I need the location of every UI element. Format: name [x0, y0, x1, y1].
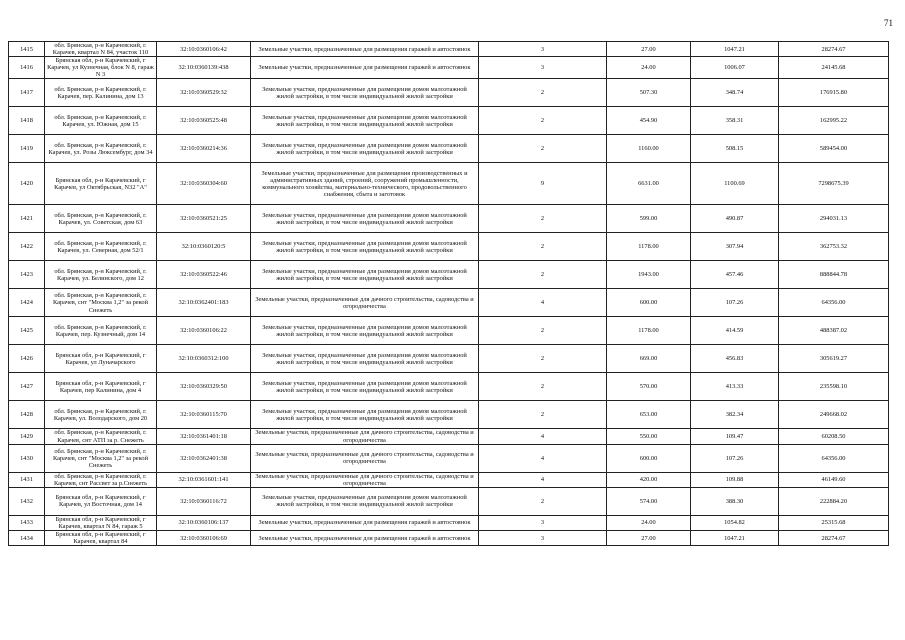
land-purpose-cell: Земельные участки, предназначенные для размещения гаражей и автостоянок: [251, 57, 479, 79]
category-cell: 4: [479, 429, 607, 444]
table-row: [9, 317, 889, 345]
rate-cell: 1054.82: [691, 515, 779, 530]
land-purpose-cell: Земельные участки, предназначенные для размещения домов малоэтажной жилой застройки, в том числе индивидуальной жилой застройки: [251, 205, 479, 233]
cadastral-number-cell: 32:10:0362401:183: [157, 289, 251, 317]
land-purpose-cell: Земельные участки, предназначенные для размещения домов малоэтажной жилой застройки, в том числе индивидуальной жилой застройки: [251, 79, 479, 107]
table-row: [9, 345, 889, 373]
cadastral-cost-cell: 46149.60: [779, 472, 889, 487]
area-cell: 27.00: [607, 42, 691, 57]
land-purpose-cell: Земельные участки, предназначенные для дачного строительства, садоводства и огородничества: [251, 429, 479, 444]
cadastral-cost-cell: 7298675.39: [779, 163, 889, 205]
address-cell: обл. Брянская, р-н Карачевский, г. Карачев, ул. Володарского, дом 20: [45, 401, 157, 429]
row-number: 1433: [9, 515, 45, 530]
rate-cell: 1006.07: [691, 57, 779, 79]
table-row: [9, 401, 889, 429]
cadastral-registry-table: [8, 41, 889, 546]
category-cell: 2: [479, 317, 607, 345]
area-cell: 669.00: [607, 345, 691, 373]
address-cell: обл. Брянская, р-н Карачевский, г. Карачев, снт "Москва 1,2" за рекой Снежеть: [45, 289, 157, 317]
cadastral-number-cell: 32:10:0360106:42: [157, 42, 251, 57]
land-purpose-cell: Земельные участки, предназначенные для дачного строительства, садоводства и огородничества: [251, 289, 479, 317]
row-number: 1427: [9, 373, 45, 401]
category-cell: 2: [479, 205, 607, 233]
table-row: [9, 163, 889, 205]
address-cell: обл. Брянская, р-н Карачевский, г. Карачев, снт Рассвет за р.Снежеть: [45, 472, 157, 487]
category-cell: 2: [479, 233, 607, 261]
land-purpose-cell: Земельные участки, предназначенные для размещения гаражей и автостоянок: [251, 531, 479, 546]
land-purpose-cell: Земельные участки, предназначенные для размещения домов малоэтажной жилой застройки, в том числе индивидуальной жилой застройки: [251, 107, 479, 135]
rate-cell: 490.87: [691, 205, 779, 233]
table-row: [9, 107, 889, 135]
cadastral-number-cell: 32:10:0360304:60: [157, 163, 251, 205]
table-row: [9, 531, 889, 546]
land-purpose-cell: Земельные участки, предназначенные для размещения производственных и административных зданий, строений, сооружений промышленности, коммунального хозяйства, материально-технического, продовольственного снабжения, сбыта и заготовок: [251, 163, 479, 205]
cadastral-number-cell: 32:10:0360529:32: [157, 79, 251, 107]
cadastral-number-cell: 32:10:0361601:141: [157, 472, 251, 487]
category-cell: 2: [479, 401, 607, 429]
cadastral-number-cell: 32:10:0360106:69: [157, 531, 251, 546]
cadastral-cost-cell: 235598.10: [779, 373, 889, 401]
cadastral-cost-cell: 305619.27: [779, 345, 889, 373]
row-number: 1419: [9, 135, 45, 163]
address-cell: обл. Брянская, р-н Карачевский, г. Карачев, ул. Северная, дом 52/1: [45, 233, 157, 261]
rate-cell: 1047.21: [691, 42, 779, 57]
table-row: [9, 515, 889, 530]
table-row: [9, 205, 889, 233]
rate-cell: 457.46: [691, 261, 779, 289]
address-cell: обл. Брянская, р-н Карачевский, г. Карачев, квартал N 84, участок 110: [45, 42, 157, 57]
cadastral-cost-cell: 28274.67: [779, 531, 889, 546]
cadastral-cost-cell: 25315.68: [779, 515, 889, 530]
cadastral-cost-cell: 249668.02: [779, 401, 889, 429]
category-cell: 2: [479, 79, 607, 107]
table-row: [9, 289, 889, 317]
category-cell: 4: [479, 472, 607, 487]
row-number: 1425: [9, 317, 45, 345]
row-number: 1421: [9, 205, 45, 233]
row-number: 1430: [9, 444, 45, 472]
row-number: 1424: [9, 289, 45, 317]
category-cell: 2: [479, 487, 607, 515]
table-row: [9, 135, 889, 163]
land-purpose-cell: Земельные участки, предназначенные для размещения гаражей и автостоянок: [251, 42, 479, 57]
row-number: 1426: [9, 345, 45, 373]
rate-cell: 107.26: [691, 444, 779, 472]
area-cell: 27.00: [607, 531, 691, 546]
area-cell: 574.00: [607, 487, 691, 515]
cadastral-number-cell: 32:10:0360329:50: [157, 373, 251, 401]
table-row: [9, 472, 889, 487]
land-purpose-cell: Земельные участки, предназначенные для размещения домов малоэтажной жилой застройки, в том числе индивидуальной жилой застройки: [251, 345, 479, 373]
area-cell: 1943.00: [607, 261, 691, 289]
table-row: [9, 233, 889, 261]
address-cell: Брянская обл, р-н Карачевский, г Карачев, пер Калинина, дом 4: [45, 373, 157, 401]
category-cell: 2: [479, 345, 607, 373]
land-purpose-cell: Земельные участки, предназначенные для размещения гаражей и автостоянок: [251, 515, 479, 530]
area-cell: 507.30: [607, 79, 691, 107]
category-cell: 3: [479, 42, 607, 57]
area-cell: 570.00: [607, 373, 691, 401]
category-cell: 3: [479, 515, 607, 530]
address-cell: Брянская обл, р-н Карачевский, г Карачев, ул Кузнечная, блок N 8, гараж N 3: [45, 57, 157, 79]
cadastral-cost-cell: 64356.00: [779, 444, 889, 472]
address-cell: Брянская обл, р-н Карачевский, г Карачев, ул Октябрьская, N32 "А": [45, 163, 157, 205]
land-purpose-cell: Земельные участки, предназначенные для размещения домов малоэтажной жилой застройки, в том числе индивидуальной жилой застройки: [251, 317, 479, 345]
area-cell: 1178.00: [607, 317, 691, 345]
category-cell: 2: [479, 135, 607, 163]
category-cell: 9: [479, 163, 607, 205]
area-cell: 6631.00: [607, 163, 691, 205]
row-number: 1417: [9, 79, 45, 107]
address-cell: обл. Брянская, р-н Карачевский, г. Карачев, пер. Калинина, дом 13: [45, 79, 157, 107]
address-cell: обл. Брянская, р-н Карачевский, г. Карачев, пер. Кузнечный, дом 14: [45, 317, 157, 345]
cadastral-number-cell: 32:10:0360115:70: [157, 401, 251, 429]
row-number: 1423: [9, 261, 45, 289]
rate-cell: 107.26: [691, 289, 779, 317]
cadastral-number-cell: 32:10:0360106:137: [157, 515, 251, 530]
row-number: 1428: [9, 401, 45, 429]
cadastral-cost-cell: 60208.50: [779, 429, 889, 444]
table-row: [9, 444, 889, 472]
cadastral-number-cell: 32:10:0362401:38: [157, 444, 251, 472]
area-cell: 420.00: [607, 472, 691, 487]
address-cell: обл. Брянская, р-н Карачевский, г. Карачев, ул. Белинского, дом 12: [45, 261, 157, 289]
cadastral-cost-cell: 28274.67: [779, 42, 889, 57]
row-number: 1431: [9, 472, 45, 487]
category-cell: 2: [479, 373, 607, 401]
table-row: [9, 487, 889, 515]
cadastral-number-cell: 32:10:0360116:72: [157, 487, 251, 515]
cadastral-number-cell: 32:10:0361401:18: [157, 429, 251, 444]
category-cell: 2: [479, 261, 607, 289]
land-purpose-cell: Земельные участки, предназначенные для размещения домов малоэтажной жилой застройки, в том числе индивидуальной жилой застройки: [251, 487, 479, 515]
land-purpose-cell: Земельные участки, предназначенные для дачного строительства, садоводства и огородничества: [251, 472, 479, 487]
page-number: 71: [884, 18, 893, 28]
table-row: [9, 57, 889, 79]
cadastral-number-cell: 32:10:0360106:22: [157, 317, 251, 345]
table-row: [9, 429, 889, 444]
rate-cell: 414.59: [691, 317, 779, 345]
land-purpose-cell: Земельные участки, предназначенные для дачного строительства, садоводства и огородничества: [251, 444, 479, 472]
category-cell: 4: [479, 444, 607, 472]
land-purpose-cell: Земельные участки, предназначенные для размещения домов малоэтажной жилой застройки, в том числе индивидуальной жилой застройки: [251, 135, 479, 163]
address-cell: обл. Брянская, р-н Карачевский, г. Карачев, ул. Розы Люксембург, дом 34: [45, 135, 157, 163]
area-cell: 24.00: [607, 57, 691, 79]
address-cell: Брянская обл, р-н Карачевский, г Карачев, квартал 84: [45, 531, 157, 546]
area-cell: 454.90: [607, 107, 691, 135]
address-cell: Брянская обл, р-н Карачевский, г Карачев, ул Луначарского: [45, 345, 157, 373]
row-number: 1415: [9, 42, 45, 57]
area-cell: 599.00: [607, 205, 691, 233]
address-cell: Брянская обл, р-н Карачевский, г Карачев, ул Восточная, дом 14: [45, 487, 157, 515]
row-number: 1418: [9, 107, 45, 135]
table-row: [9, 373, 889, 401]
table-row: [9, 79, 889, 107]
rate-cell: 1047.21: [691, 531, 779, 546]
rate-cell: 508.15: [691, 135, 779, 163]
land-purpose-cell: Земельные участки, предназначенные для размещения домов малоэтажной жилой застройки, в том числе индивидуальной жилой застройки: [251, 401, 479, 429]
cadastral-cost-cell: 222884.20: [779, 487, 889, 515]
cadastral-cost-cell: 176915.80: [779, 79, 889, 107]
row-number: 1416: [9, 57, 45, 79]
area-cell: 653.00: [607, 401, 691, 429]
rate-cell: 382.34: [691, 401, 779, 429]
row-number: 1432: [9, 487, 45, 515]
rate-cell: 1100.69: [691, 163, 779, 205]
land-purpose-cell: Земельные участки, предназначенные для размещения домов малоэтажной жилой застройки, в том числе индивидуальной жилой застройки: [251, 233, 479, 261]
address-cell: обл. Брянская, р-н Карачевский, г. Карачев, снт АТП за р. Снежеть: [45, 429, 157, 444]
rate-cell: 109.88: [691, 472, 779, 487]
cadastral-cost-cell: 64356.00: [779, 289, 889, 317]
cadastral-number-cell: 32:10:0360525:48: [157, 107, 251, 135]
row-number: 1422: [9, 233, 45, 261]
rate-cell: 307.94: [691, 233, 779, 261]
category-cell: 2: [479, 107, 607, 135]
area-cell: 600.00: [607, 444, 691, 472]
area-cell: 24.00: [607, 515, 691, 530]
table-row: [9, 261, 889, 289]
table-row: [9, 42, 889, 57]
cadastral-number-cell: 32:10:0360214:36: [157, 135, 251, 163]
rate-cell: 388.30: [691, 487, 779, 515]
cadastral-number-cell: 32:10:0360120:5: [157, 233, 251, 261]
area-cell: 550.00: [607, 429, 691, 444]
cadastral-number-cell: 32:10:0360522:46: [157, 261, 251, 289]
area-cell: 600.00: [607, 289, 691, 317]
rate-cell: 358.31: [691, 107, 779, 135]
cadastral-cost-cell: 362753.32: [779, 233, 889, 261]
cadastral-cost-cell: 589454.00: [779, 135, 889, 163]
cadastral-cost-cell: 294031.13: [779, 205, 889, 233]
cadastral-cost-cell: 488387.02: [779, 317, 889, 345]
address-cell: обл. Брянская, р-н Карачевский, г. Карачев, ул. Южная, дом 15: [45, 107, 157, 135]
cadastral-cost-cell: 24145.68: [779, 57, 889, 79]
land-purpose-cell: Земельные участки, предназначенные для размещения домов малоэтажной жилой застройки, в том числе индивидуальной жилой застройки: [251, 261, 479, 289]
cadastral-cost-cell: 888844.78: [779, 261, 889, 289]
rate-cell: 413.33: [691, 373, 779, 401]
rate-cell: 456.83: [691, 345, 779, 373]
rate-cell: 109.47: [691, 429, 779, 444]
category-cell: 3: [479, 531, 607, 546]
address-cell: обл. Брянская, р-н Карачевский, г. Карачев, ул. Советская, дом 63: [45, 205, 157, 233]
cadastral-cost-cell: 162995.22: [779, 107, 889, 135]
registry-body: [9, 42, 889, 546]
cadastral-number-cell: 32:10:0360139:438: [157, 57, 251, 79]
land-purpose-cell: Земельные участки, предназначенные для размещения домов малоэтажной жилой застройки, в том числе индивидуальной жилой застройки: [251, 373, 479, 401]
address-cell: Брянская обл, р-н Карачевский, г Карачев, квартал N 84, гараж 5: [45, 515, 157, 530]
area-cell: 1160.00: [607, 135, 691, 163]
category-cell: 3: [479, 57, 607, 79]
row-number: 1434: [9, 531, 45, 546]
row-number: 1420: [9, 163, 45, 205]
address-cell: обл. Брянская, р-н Карачевский, г. Карачев, снт "Москва 1,2" за рекой Снежеть: [45, 444, 157, 472]
category-cell: 4: [479, 289, 607, 317]
rate-cell: 348.74: [691, 79, 779, 107]
row-number: 1429: [9, 429, 45, 444]
cadastral-number-cell: 32:10:0360521:25: [157, 205, 251, 233]
area-cell: 1178.00: [607, 233, 691, 261]
cadastral-number-cell: 32:10:0360312:100: [157, 345, 251, 373]
